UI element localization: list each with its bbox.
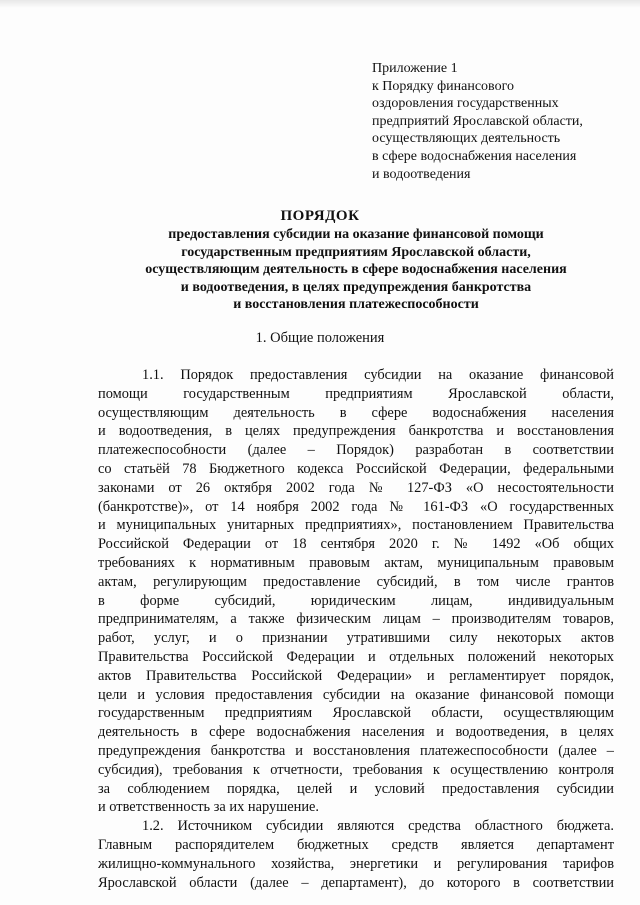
scan-edge xyxy=(0,0,640,8)
appendix-line: в сфере водоснабжения населения xyxy=(372,148,577,164)
paragraph-line: предпринимателям, а также физическим лицам – производителям товаров, xyxy=(98,611,614,628)
paragraph-line: в форме субсидий, юридическим лицам, индивидуальным xyxy=(98,592,614,609)
appendix-line: оздоровления государственных xyxy=(372,96,559,112)
appendix-line: осуществляющих деятельность xyxy=(372,131,561,147)
paragraph-line: законами от 26 октября 2002 года № 127-ФЗ «О несостоятельности xyxy=(98,479,614,496)
paragraph-line: платежеспособности (далее – Порядок) разработан в соответствии xyxy=(98,442,614,459)
appendix-line: к Порядку финансового xyxy=(372,78,514,94)
subtitle-line: осуществляющим деятельность в сфере водоснабжения населения xyxy=(145,262,567,277)
section-heading: 1. Общие положения xyxy=(255,330,385,346)
paragraph-line: работ, услуг, и о признании утратившими силу некоторых актов xyxy=(98,630,614,647)
paragraph-line: жилищно-коммунального хозяйства, энергетики и регулирования тарифов xyxy=(98,855,614,872)
paragraph-line: 1.1. Порядок предоставления субсидии на оказание финансовой xyxy=(142,367,614,383)
paragraph-line: и ответственность за их нарушение. xyxy=(98,799,320,816)
paragraph-line: субсидия), требования к отчетности, требования к осуществлению контроля xyxy=(98,761,614,778)
document-title: ПОРЯДОК xyxy=(280,208,360,224)
paragraph-line: предупреждения банкротства и восстановления платежеспособности (далее – xyxy=(98,742,614,759)
paragraph-line: деятельность в сфере водоснабжения населения и водоотведения, в целях xyxy=(98,724,614,741)
paragraph-line: помощи государственным предприятиям Ярославской области, xyxy=(98,385,614,402)
appendix-line: предприятий Ярославской области, xyxy=(372,113,583,129)
document-body xyxy=(98,366,614,892)
paragraph-line: Главным распорядителем бюджетных средств является департамент xyxy=(98,836,614,853)
paragraph-line: актов Правительства Российской Федерации» и регламентирует порядок, xyxy=(98,667,614,684)
paragraph-line: государственным предприятиям Ярославской области, осуществляющим xyxy=(98,705,614,722)
paragraph-line: Российской Федерации от 18 сентября 2020 г. № 1492 «Об общих xyxy=(98,536,614,553)
paragraph-line: цели и условия предоставления субсидии на оказание финансовой помощи xyxy=(98,686,614,703)
paragraph-line: и водоотведения, в целях предупреждения банкротства и восстановления xyxy=(98,423,614,440)
paragraph-line: осуществляющим деятельность в сфере водоснабжения населения xyxy=(98,404,614,421)
appendix-note xyxy=(372,60,612,183)
paragraph-line: за соблюдением порядка, целей и условий предоставления субсидии xyxy=(98,780,614,797)
paragraph-line: Правительства Российской Федерации и отдельных положений некоторых xyxy=(98,648,614,665)
paragraph-line: актам, регулирующим предоставление субсидий, в том числе грантов xyxy=(98,573,614,590)
appendix-line: и водоотведения xyxy=(372,166,471,182)
paragraph-line: Ярославской области (далее – департамент), до которого в соответствии xyxy=(98,874,614,891)
subtitle-line: предоставления субсидии на оказание финансовой помощи xyxy=(168,227,544,242)
subtitle-line: и водоотведения, в целях предупреждения банкротства xyxy=(180,279,532,295)
document-subtitle xyxy=(96,226,616,314)
paragraph-line: (банкротстве)», от 14 ноября 2002 года № 161-ФЗ «О государственных xyxy=(98,498,614,515)
paragraph-line: со статьёй 78 Бюджетного кодекса Российской Федерации, федеральными xyxy=(98,460,614,477)
paragraph-line: требованиях к нормативным правовым актам, муниципальным правовым xyxy=(98,554,614,571)
appendix-line: Приложение 1 xyxy=(372,61,458,76)
subtitle-line: и восстановления платежеспособности xyxy=(233,297,479,312)
paragraph-line: и муниципальных унитарных предприятиях», постановлением Правительства xyxy=(98,517,614,534)
subtitle-line: государственным предприятиям Ярославской области, xyxy=(181,244,531,260)
paragraph-line: 1.2. Источником субсидии являются средства областного бюджета. xyxy=(142,818,614,835)
